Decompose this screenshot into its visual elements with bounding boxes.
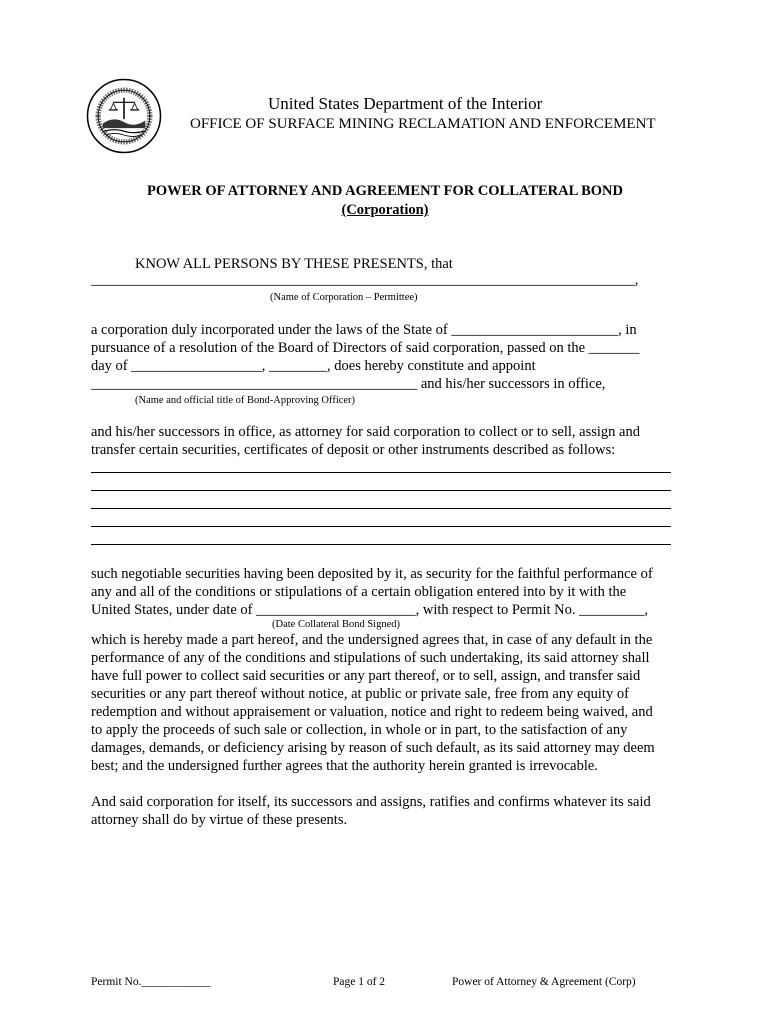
paragraph-4-line-6: to apply the proceeds of such sale or collection, in whole or in part, to the satisfaction of any: [91, 722, 628, 738]
paragraph-1-line-3: day of __________________, ________, does hereby constitute and appoint: [91, 358, 536, 374]
description-line: [91, 508, 671, 509]
paragraph-2-line-1: and his/her successors in office, as attorney for said corporation to collect or to sell, assign and: [91, 424, 640, 440]
paragraph-2-line-2: transfer certain securities, certificates of deposit or other instruments described as follows:: [91, 442, 616, 458]
paragraph-4-line-3: have full power to collect said securities or any part thereof, or to sell, assign, and transfer said: [91, 668, 641, 684]
paragraph-3-line-3: United States, under date of ______________________, with respect to Permit No. _________,: [91, 602, 648, 618]
paragraph-4-line-5: redemption and without appraisement or valuation, notice and right to redeem being waived, and: [91, 704, 653, 720]
paragraph-1-line-1: a corporation duly incorporated under the laws of the State of _______________________, in: [91, 322, 637, 338]
footer-form-name: Power of Attorney & Agreement (Corp): [452, 976, 636, 988]
paragraph-1-line-4: _____________________________________________ and his/her successors in office,: [91, 376, 606, 392]
footer-permit-number: Permit No.____________: [91, 976, 211, 988]
paragraph-1-line-2: pursuance of a resolution of the Board of Directors of said corporation, passed on the _______: [91, 340, 640, 356]
know-all-text: KNOW ALL PERSONS BY THESE PRESENTS, that: [135, 256, 453, 272]
corporation-name-field: ___________________________________________________________________________,: [91, 272, 639, 288]
paragraph-4-line-2: performance of any of the conditions and stipulations of such undertaking, its said attorney shall: [91, 650, 650, 666]
document-subtitle: (Corporation): [341, 202, 429, 218]
paragraph-3-line-1: such negotiable securities having been deposited by it, as security for the faithful performance of: [91, 566, 653, 582]
paragraph-5-line-2: attorney shall do by virtue of these presents.: [91, 812, 348, 828]
paragraph-4-line-7: damages, demands, or deficiency arising by reason of such default, as its said attorney may deem: [91, 740, 655, 756]
description-line: [91, 472, 671, 473]
paragraph-4-line-8: best; and the undersigned further agrees that the authority herein granted is irrevocable.: [91, 758, 598, 774]
corporation-name-caption: (Name of Corporation – Permittee): [270, 292, 418, 303]
officer-caption: (Name and official title of Bond-Approving Officer): [135, 395, 356, 406]
paragraph-4-line-4: securities or any part thereof without notice, at public or private sale, free from any equity of: [91, 686, 629, 702]
description-line: [91, 544, 671, 545]
description-line: [91, 490, 671, 491]
document-title: POWER OF ATTORNEY AND AGREEMENT FOR COLLATERAL BOND: [146, 183, 623, 199]
footer-page-number: Page 1 of 2: [333, 976, 386, 988]
paragraph-4-line-1: which is hereby made a part hereof, and the undersigned agrees that, in case of any default in the: [91, 632, 653, 648]
description-line: [91, 526, 671, 527]
agency-seal-logo: [86, 78, 162, 154]
paragraph-3-line-2: any and all of the conditions or stipulations of a certain obligation entered into by it with the: [91, 584, 627, 600]
agency-name: United States Department of the Interior: [268, 94, 543, 113]
office-name: OFFICE OF SURFACE MINING RECLAMATION AND ENFORCEMENT: [190, 116, 656, 132]
date-caption: (Date Collateral Bond Signed): [272, 619, 401, 630]
paragraph-5-line-1: And said corporation for itself, its successors and assigns, ratifies and confirms whatever its said: [91, 794, 651, 810]
